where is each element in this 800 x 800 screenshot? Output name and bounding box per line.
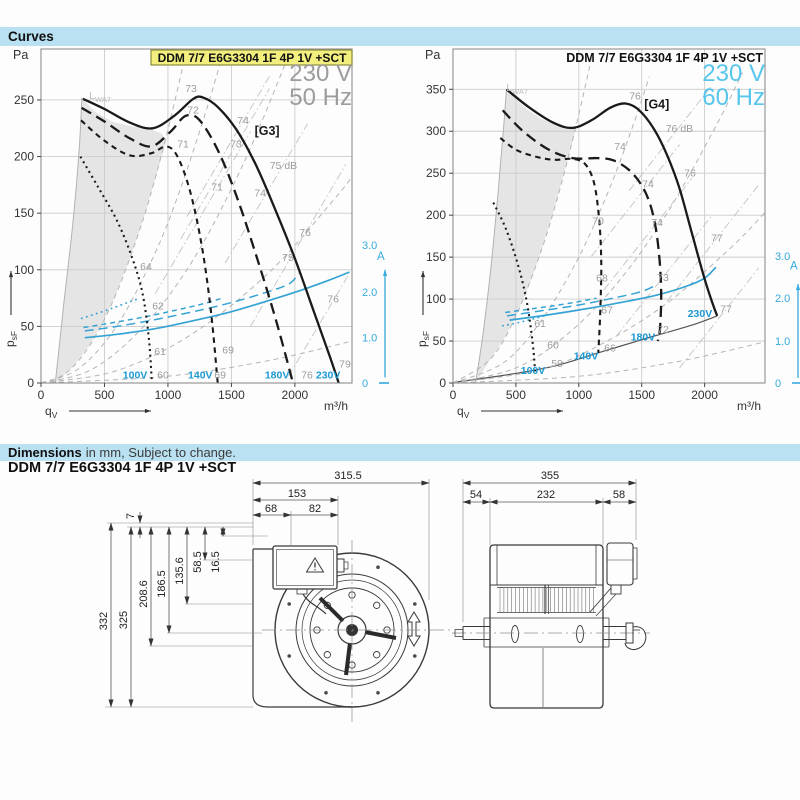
x-tick-label: 2000 <box>691 388 718 402</box>
voltage-label-140v: 140V <box>188 369 213 382</box>
voltage-label-230v: 230V <box>315 369 341 382</box>
y-tick-label: 300 <box>425 124 446 139</box>
y-tick-label: 350 <box>425 82 446 97</box>
curve-label: 62 <box>152 300 164 313</box>
curve-label: 76 <box>327 293 339 306</box>
junction-box <box>273 546 337 589</box>
y-tick-label: 0 <box>27 376 34 390</box>
dim-325: 325 <box>118 610 130 630</box>
curve-label: 77 <box>720 303 732 316</box>
current-axis-unit: A <box>377 251 385 264</box>
dimensions-header-label: Dimensions <box>8 445 82 460</box>
current-axis-tick: 3.0 <box>362 239 378 252</box>
curves-header-label: Curves <box>8 29 54 44</box>
dim-7: 7 <box>125 512 137 520</box>
dimensions-header-note: in mm, Subject to change. <box>85 445 236 460</box>
y-tick-label: 150 <box>425 250 446 265</box>
dim-58: 58 <box>612 489 626 501</box>
curve-label: 70 <box>592 215 604 228</box>
curve-label: 69 <box>222 344 234 357</box>
front-view-drawing <box>253 540 452 722</box>
current-axis-tick: 0 <box>362 378 369 390</box>
curve-label: 66 <box>604 342 616 355</box>
x-tick-label: 0 <box>37 388 45 402</box>
curve-label: 67 <box>601 304 613 317</box>
curve-label: 76 <box>684 167 696 180</box>
dim-232: 232 <box>536 489 556 501</box>
x-tick-label: 1000 <box>154 388 182 402</box>
voltage-value: 230 V <box>702 60 765 87</box>
current-axis-tick: 2.0 <box>362 286 378 299</box>
voltage-label-230v: 230V <box>687 307 713 320</box>
current-axis-tick: 1.0 <box>775 336 791 349</box>
curve-label: 60 <box>157 369 169 382</box>
curve-label: 64 <box>140 260 152 273</box>
mounting-slot-right <box>577 626 584 643</box>
curve-label: 79 <box>339 358 351 371</box>
filter-class-label: [G3] <box>254 124 280 139</box>
y-tick-label: 50 <box>20 319 34 334</box>
curve-label: 76 <box>301 369 313 382</box>
x-tick-label: 1500 <box>218 388 245 402</box>
current-axis-tick: 2.0 <box>775 293 791 306</box>
y-tick-label: 200 <box>425 208 446 223</box>
y-axis-unit: Pa <box>13 48 29 62</box>
x-axis-unit: m³/h <box>737 399 761 413</box>
curve-label: 71 <box>211 181 223 194</box>
dim-208-6: 208.6 <box>138 580 150 608</box>
dim-355: 355 <box>540 470 560 482</box>
y-axis-symbol: $p_{sF}$ <box>3 330 19 347</box>
curve-label: 76 dB <box>665 123 694 136</box>
chart-title: DDM 7/7 E6G3304 1F 4P 1V +SCT <box>157 51 347 65</box>
y-axis-unit: Pa <box>425 48 441 62</box>
curve-label: 75 <box>282 251 294 264</box>
curve-label: 74 <box>254 187 266 200</box>
x-tick-label: 1500 <box>628 388 656 402</box>
dim-width-total: 315.5 <box>334 470 362 482</box>
current-axis-tick: 1.0 <box>362 332 378 345</box>
current-axis-unit: A <box>790 260 798 273</box>
y-tick-label: 150 <box>13 206 34 221</box>
impeller-spokes <box>320 598 396 675</box>
dim-58-5: 58.5 <box>192 551 204 573</box>
side-view-drawing <box>452 543 650 708</box>
voltage-value: 230 V <box>289 60 352 87</box>
side-view-dim-labels <box>470 470 625 501</box>
x-axis-symbol: $q_V$ <box>457 404 470 420</box>
curve-label: 71 <box>177 138 189 151</box>
y-tick-label: 200 <box>13 149 34 164</box>
dim-68: 68 <box>264 503 278 515</box>
frequency-value: 50 Hz <box>289 84 352 111</box>
x-tick-label: 0 <box>449 388 457 402</box>
center-band <box>484 618 609 647</box>
cable-gland <box>337 559 344 572</box>
dim-82: 82 <box>308 503 322 515</box>
dim-16-5: 16.5 <box>210 551 222 573</box>
curve-label: 76 <box>299 226 311 239</box>
current-axis-tick: 0 <box>775 378 782 390</box>
curve-label: 73 <box>230 138 242 151</box>
body-outline <box>490 545 603 708</box>
voltage-label-180v: 180V <box>264 369 290 382</box>
curve-label: 68 <box>596 272 608 285</box>
curve-label: 61 <box>534 317 546 330</box>
dim-332: 332 <box>98 611 110 631</box>
curve-label: 61 <box>154 345 166 358</box>
curve-label: 74 <box>614 140 626 153</box>
x-tick-label: 1000 <box>565 388 593 402</box>
x-tick-label: 2000 <box>281 388 309 402</box>
curve-label: 72 <box>187 104 199 117</box>
dim-186-5: 186.5 <box>156 570 168 598</box>
curve-label: 74 <box>237 114 249 127</box>
voltage-label-140v: 140V <box>573 350 599 363</box>
lwa-label: $L_{WA7}$ <box>506 82 529 97</box>
curve-label: 77 <box>711 232 723 245</box>
lwa-label: $L_{WA7}$ <box>89 89 111 104</box>
impeller-blade-hatch <box>500 588 594 612</box>
frequency-value: 60 Hz <box>702 84 765 111</box>
shaft-stub-right <box>603 623 646 650</box>
y-tick-label: 100 <box>13 262 34 277</box>
voltage-label-100v: 100V <box>520 364 546 377</box>
curve-label: 72 <box>657 323 669 336</box>
x-tick-label: 500 <box>94 388 115 402</box>
x-tick-label: 500 <box>505 388 526 402</box>
model-title: DDM 7/7 E6G3304 1F 4P 1V +SCT <box>8 460 237 476</box>
curve-label: 69 <box>214 369 226 382</box>
cable-connector <box>297 589 307 594</box>
dim-box-width: 153 <box>287 488 307 500</box>
rotation-arrow-icon <box>408 612 420 646</box>
y-tick-label: 250 <box>13 92 34 107</box>
curve-label: 59 <box>551 358 563 371</box>
chart-title: DDM 7/7 E6G3304 1F 4P 1V +SCT <box>566 51 763 65</box>
curve-label: 60 <box>547 339 559 352</box>
mounting-slot-left <box>512 626 519 643</box>
current-axis-tick: 3.0 <box>775 250 791 263</box>
dim-135-6: 135.6 <box>174 557 186 585</box>
curve-label: 75 dB <box>269 160 298 173</box>
y-tick-label: 50 <box>432 334 446 349</box>
curve-label: 73 <box>657 271 669 284</box>
y-axis-symbol: $p_{sF}$ <box>415 330 431 347</box>
x-axis-symbol: $q_V$ <box>45 404 58 420</box>
y-tick-label: 100 <box>425 292 446 307</box>
curve-label: 74 <box>651 217 663 230</box>
voltage-label-100v: 100V <box>122 369 148 382</box>
x-axis-unit: m³/h <box>324 399 348 413</box>
curve-label: 76 <box>629 90 641 103</box>
curve-label: 73 <box>185 83 197 96</box>
curve-label: 74 <box>642 178 654 191</box>
capacitor <box>590 543 637 616</box>
y-tick-label: 0 <box>439 376 446 390</box>
voltage-label-180v: 180V <box>630 331 656 344</box>
dim-54: 54 <box>469 489 483 501</box>
filter-class-label: [G4] <box>644 97 670 112</box>
y-tick-label: 250 <box>425 166 446 181</box>
cable-gland-tip <box>344 562 348 569</box>
